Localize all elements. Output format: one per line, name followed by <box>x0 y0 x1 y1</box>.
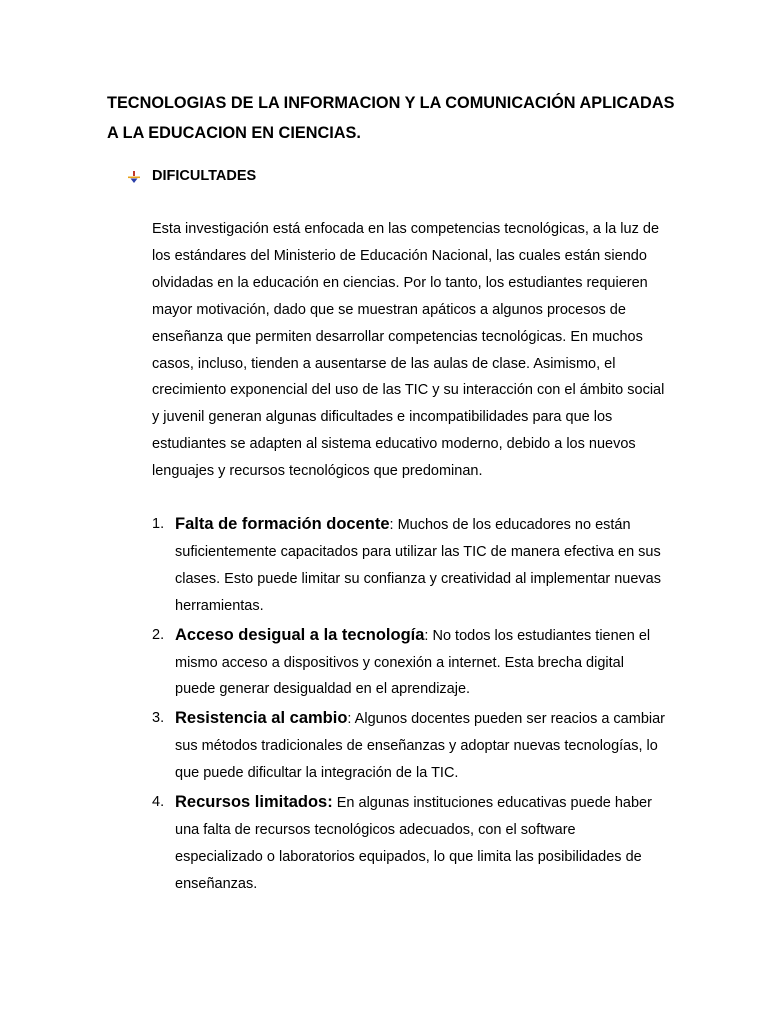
list-item-term: Resistencia al cambio <box>175 709 348 728</box>
list-item-term: Recursos limitados: <box>175 793 333 812</box>
list-item-number: 3. <box>152 710 165 727</box>
list-item <box>152 789 667 898</box>
list-item-number: 4. <box>152 794 165 811</box>
list-item-number: 2. <box>152 626 165 643</box>
list-item-number: 1. <box>152 516 165 532</box>
arrow-bullet-icon <box>127 170 141 184</box>
list-item <box>152 622 667 704</box>
list-item <box>152 511 667 620</box>
document-title: TECNOLOGIAS DE LA INFORMACION Y LA COMUNICACIÓN APLICADAS A LA EDUCACION EN CIENCIAS. <box>107 94 675 142</box>
intro-paragraph: Esta investigación está enfocada en las competencias tecnológicas, a la luz de los estándares del Ministerio de Educación Nacional, las cuales están siendo olvidadas en la educación en ciencias. Por lo tanto, los estudiantes requieren mayor motivación, dado que se muestran apáticos a algunos procesos de enseñanza que permiten desarrollar competencias tecnológicas. En muchos casos, incluso, tienden a ausentarse de las aulas de clase. Asimismo, el crecimiento exponencial del uso de las TIC y su interacción con el ámbito social y juvenil generan algunas dificultades e incompatibilidades para que los estudiantes se adapten al sistema educativo moderno, debido a los nuevos lenguajes y recursos tecnológicos que predominan. <box>152 221 665 480</box>
list-item-text: : Muchos de los educadores no están suficientemente capacitados para utilizar las TIC de manera efectiva en sus clases. Esto puede limitar su confianza y creatividad al implementar nuevas herramientas. <box>175 517 661 614</box>
list-item-text: : Algunos docentes pueden ser reacios a cambiar sus métodos tradicionales de enseñanzas y adoptar nuevas tecnologías, lo que puede dificultar la integración de la TIC. <box>175 711 666 782</box>
section-heading-label: DIFICULTADES <box>152 168 257 184</box>
list-item-term: Acceso desigual a la tecnología <box>175 625 425 644</box>
difficulties-list <box>152 511 667 900</box>
list-item-term: Falta de formación docente <box>175 515 390 533</box>
list-item <box>152 705 667 787</box>
list-item-text: : No todos los estudiantes tienen el mismo acceso a dispositivos y conexión a internet. Esta brecha digital puede generar desigualdad en el aprendizaje. <box>175 627 651 698</box>
section-heading <box>127 163 256 189</box>
list-item-text: En algunas instituciones educativas puede haber una falta de recursos tecnológicos adecuados, con el software especializado o laboratorios equipados, lo que limita las posibilidades de enseñanzas. <box>175 795 652 892</box>
